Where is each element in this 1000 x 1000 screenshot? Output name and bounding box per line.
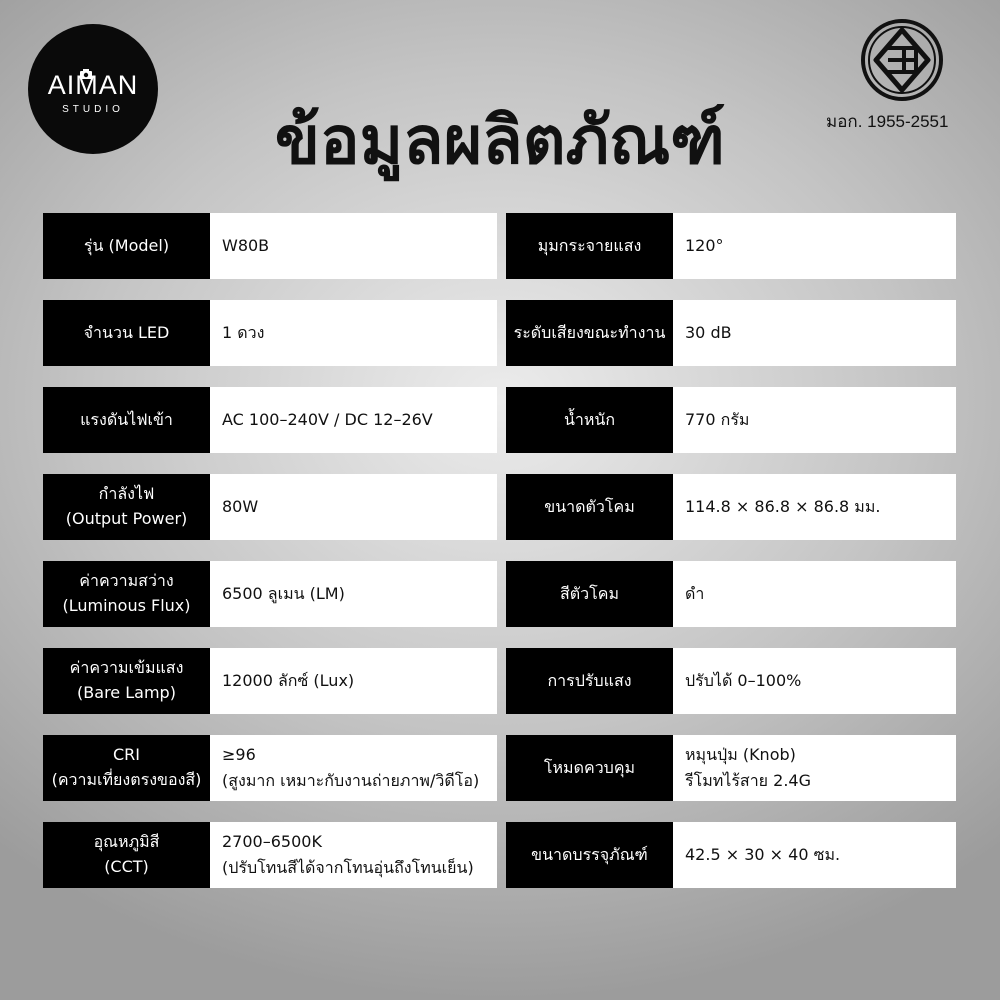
spec-row xyxy=(43,735,956,801)
spec-value-cell xyxy=(210,387,497,453)
spec-label: แรงดันไฟเข้า xyxy=(80,409,173,429)
spec-value: 770 กรัม xyxy=(685,410,750,430)
spec-value-cell xyxy=(673,387,956,453)
spec-value: ปรับได้ 0–100% xyxy=(685,671,802,691)
spec-value-cell xyxy=(673,648,956,714)
spec-value: W80B xyxy=(222,236,270,256)
spec-value: AC 100–240V / DC 12–26V xyxy=(222,410,433,430)
spec-label-cell xyxy=(43,387,210,453)
spec-value: 120° xyxy=(685,236,724,256)
spec-value-cell xyxy=(210,213,497,279)
spec-row xyxy=(43,822,956,888)
spec-label: โหมดควบคุม xyxy=(543,757,636,777)
spec-label-cell xyxy=(43,822,210,888)
page-title: ข้อมูลผลิตภัณฑ์ xyxy=(274,102,726,179)
spec-label-cell xyxy=(506,213,673,279)
spec-label-cell xyxy=(506,387,673,453)
spec-value: 6500 ลูเมน (LM) xyxy=(222,584,345,604)
spec-label: จำนวน LED xyxy=(83,322,170,342)
spec-label: การปรับแสง xyxy=(547,670,632,690)
spec-row xyxy=(43,213,956,279)
spec-label-cell xyxy=(43,735,210,801)
brand-sub: STUDIO xyxy=(62,104,124,115)
spec-row xyxy=(43,474,956,540)
spec-value-cell xyxy=(210,822,497,888)
spec-value: 42.5 × 30 × 40 ซม. xyxy=(685,845,841,865)
spec-label: สีตัวโคม xyxy=(560,583,619,603)
spec-value: 30 dB xyxy=(685,323,732,343)
spec-value: 114.8 × 86.8 × 86.8 มม. xyxy=(685,497,881,517)
spec-value-cell xyxy=(673,474,956,540)
spec-label-cell xyxy=(43,300,210,366)
spec-label: ระดับเสียงขณะทำงาน xyxy=(513,322,666,342)
spec-row xyxy=(43,387,956,453)
spec-value-cell xyxy=(210,735,497,801)
spec-label: รุ่น (Model) xyxy=(83,235,170,255)
spec-label-cell xyxy=(506,648,673,714)
spec-label: อุณหภูมิสี (CCT) xyxy=(93,832,160,876)
spec-value-cell xyxy=(673,561,956,627)
spec-value: 2700–6500K (ปรับโทนสีได้จากโทนอุ่นถึงโทนเย็น) xyxy=(222,832,474,877)
spec-value-cell xyxy=(673,735,956,801)
spec-value-cell xyxy=(210,474,497,540)
spec-value: 1 ดวง xyxy=(222,323,265,343)
spec-label-cell xyxy=(506,300,673,366)
spec-label: CRI (ความเที่ยงตรงของสี) xyxy=(51,745,202,789)
spec-label-cell xyxy=(43,648,210,714)
spec-value-cell xyxy=(673,300,956,366)
standard-label: มอก. 1955-2551 xyxy=(826,112,949,131)
spec-label-cell xyxy=(43,474,210,540)
standard-mark-icon xyxy=(860,18,944,102)
spec-value-cell xyxy=(210,561,497,627)
spec-label: ค่าความสว่าง (Luminous Flux) xyxy=(62,571,191,615)
spec-label-cell xyxy=(43,561,210,627)
spec-label: ขนาดตัวโคม xyxy=(544,496,635,516)
spec-value: ≥96 (สูงมาก เหมาะกับงานถ่ายภาพ/วิดีโอ) xyxy=(222,745,480,790)
spec-label: มุมกระจายแสง xyxy=(537,235,642,255)
brand-name: AIMAN xyxy=(47,70,139,100)
spec-value-cell xyxy=(210,648,497,714)
spec-row xyxy=(43,648,956,714)
spec-value: 80W xyxy=(222,497,259,517)
spec-label: ค่าความเข้มแสง (Bare Lamp) xyxy=(69,658,184,702)
spec-label-cell xyxy=(43,213,210,279)
spec-value: หมุนปุ่ม (Knob) รีโมทไร้สาย 2.4G xyxy=(685,745,811,790)
spec-table xyxy=(43,213,956,909)
spec-value-cell xyxy=(210,300,497,366)
spec-value-cell xyxy=(673,822,956,888)
spec-row xyxy=(43,561,956,627)
spec-value: ดำ xyxy=(685,584,705,604)
spec-label: ขนาดบรรจุภัณฑ์ xyxy=(531,844,648,864)
spec-label: กำลังไฟ (Output Power) xyxy=(65,484,188,528)
spec-value: 12000 ลักซ์ (Lux) xyxy=(222,671,355,691)
spec-label-cell xyxy=(506,822,673,888)
spec-value-cell xyxy=(673,213,956,279)
spec-label-cell xyxy=(506,474,673,540)
spec-label: น้ำหนัก xyxy=(563,409,616,429)
spec-label-cell xyxy=(506,561,673,627)
spec-label-cell xyxy=(506,735,673,801)
spec-row xyxy=(43,300,956,366)
